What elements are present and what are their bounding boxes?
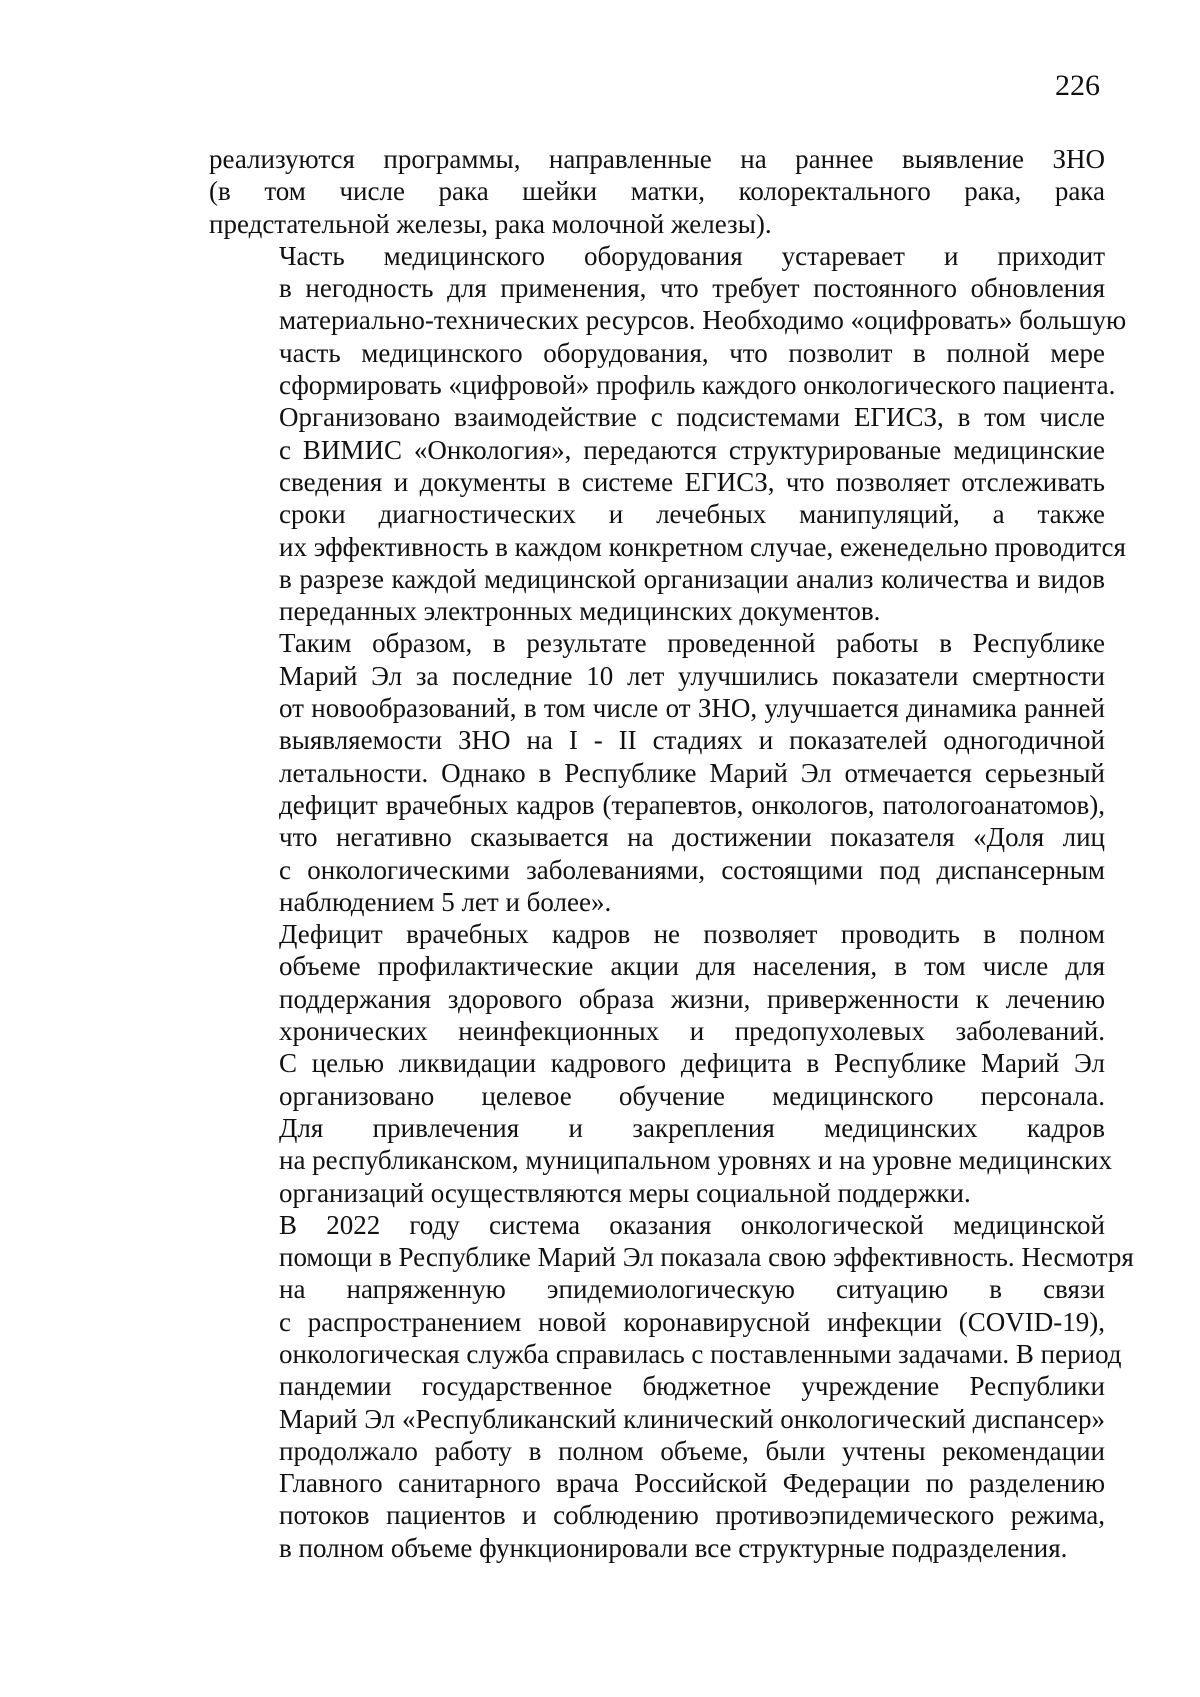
text-line: поддержания здорового образа жизни, приверженности к лечению <box>279 983 1105 1014</box>
text-line: В 2022 году система оказания онкологической медицинской <box>279 1209 1105 1240</box>
document-body <box>209 143 1134 1564</box>
text-line: реализуются программы, направленные на раннее выявление ЗНО <box>209 144 1105 174</box>
text-line: Таким образом, в результате проведенной работы в Республике <box>279 628 1105 659</box>
paragraph <box>209 240 1127 401</box>
text-line: организовано целевое обучение медицинского персонала. <box>279 1080 1105 1111</box>
text-line: их эффективность в каждом конкретном случае, еженедельно проводится <box>279 531 1126 562</box>
text-line: в разрезе каждой медицинской организации анализ количества и видов <box>279 563 1105 594</box>
text-line: переданных электронных медицинских документов. <box>279 596 881 627</box>
text-line: онкологическая служба справилась с поставленными задачами. В период <box>279 1338 1122 1369</box>
text-line: Организовано взаимодействие с подсистемами ЕГИСЗ, в том числе <box>279 402 1105 433</box>
text-line: на напряженную эпидемиологическую ситуацию в связи <box>279 1274 1105 1305</box>
text-line: сроки диагностических и лечебных манипуляций, а также <box>279 499 1105 530</box>
text-line: помощи в Республике Марий Эл показала свою эффективность. Несмотря <box>279 1242 1134 1273</box>
text-line: (в том числе рака шейки матки, колоректального рака, рака <box>209 176 1105 207</box>
text-line: Марий Эл «Республиканский клинический онкологический диспансер» <box>279 1403 1105 1434</box>
text-line: Для привлечения и закрепления медицинских кадров <box>279 1112 1105 1143</box>
paragraph <box>209 143 1105 240</box>
text-line: в негодность для применения, что требует постоянного обновления <box>279 273 1105 304</box>
paragraph <box>209 401 1126 627</box>
text-line: Главного санитарного врача Российской Федерации по разделению <box>279 1468 1105 1499</box>
text-line: что негативно сказывается на достижении показателя «Доля лиц <box>279 822 1105 853</box>
text-line: предстательной железы, рака молочной железы). <box>209 208 772 239</box>
text-line: пандемии государственное бюджетное учреждение Республики <box>279 1371 1105 1402</box>
text-line: сведения и документы в системе ЕГИСЗ, что позволяет отслеживать <box>279 466 1105 497</box>
text-line: сформировать «цифровой» профиль каждого онкологического пациента. <box>279 370 1116 401</box>
text-line: от новообразований, в том числе от ЗНО, улучшается динамика ранней <box>279 693 1105 724</box>
paragraph <box>209 1209 1134 1564</box>
text-line: часть медицинского оборудования, что позволит в полной мере <box>279 337 1105 368</box>
text-line: наблюдением 5 лет и более». <box>279 886 612 917</box>
text-line: с распространением новой коронавирусной инфекции (COVID-19), <box>279 1306 1105 1337</box>
text-line: С целью ликвидации кадрового дефицита в Республике Марий Эл <box>279 1048 1105 1079</box>
text-line: выявляемости ЗНО на I - II стадиях и показателей одногодичной <box>279 725 1105 756</box>
text-line: Дефицит врачебных кадров не позволяет проводить в полном <box>279 919 1105 950</box>
text-line: Марий Эл за последние 10 лет улучшились показатели смертности <box>279 660 1105 691</box>
paragraph <box>209 627 1105 918</box>
text-line: хронических неинфекционных и предопухолевых заболеваний. <box>279 1016 1105 1047</box>
text-line: материально-технических ресурсов. Необходимо «оцифровать» большую <box>279 305 1127 336</box>
text-line: с ВИМИС «Онкология», передаются структурированые медицинские <box>279 434 1105 465</box>
text-line: дефицит врачебных кадров (терапевтов, онкологов, патологоанатомов), <box>279 789 1105 820</box>
text-line: в полном объеме функционировали все структурные подразделения. <box>279 1532 1068 1563</box>
paragraph <box>209 918 1112 1209</box>
page-number: 226 <box>1055 69 1100 102</box>
text-line: потоков пациентов и соблюдению противоэпидемического режима, <box>279 1500 1105 1531</box>
text-line: организаций осуществляются меры социальной поддержки. <box>279 1177 971 1208</box>
text-line: объеме профилактические акции для населения, в том числе для <box>279 951 1105 982</box>
text-line: на республиканском, муниципальном уровнях и на уровне медицинских <box>279 1145 1112 1176</box>
text-line: с онкологическими заболеваниями, состоящими под диспансерным <box>279 854 1105 885</box>
text-line: Часть медицинского оборудования устаревает и приходит <box>279 240 1105 271</box>
text-line: продолжало работу в полном объеме, были учтены рекомендации <box>279 1435 1105 1466</box>
text-line: летальности. Однако в Республике Марий Эл отмечается серьезный <box>279 757 1105 788</box>
